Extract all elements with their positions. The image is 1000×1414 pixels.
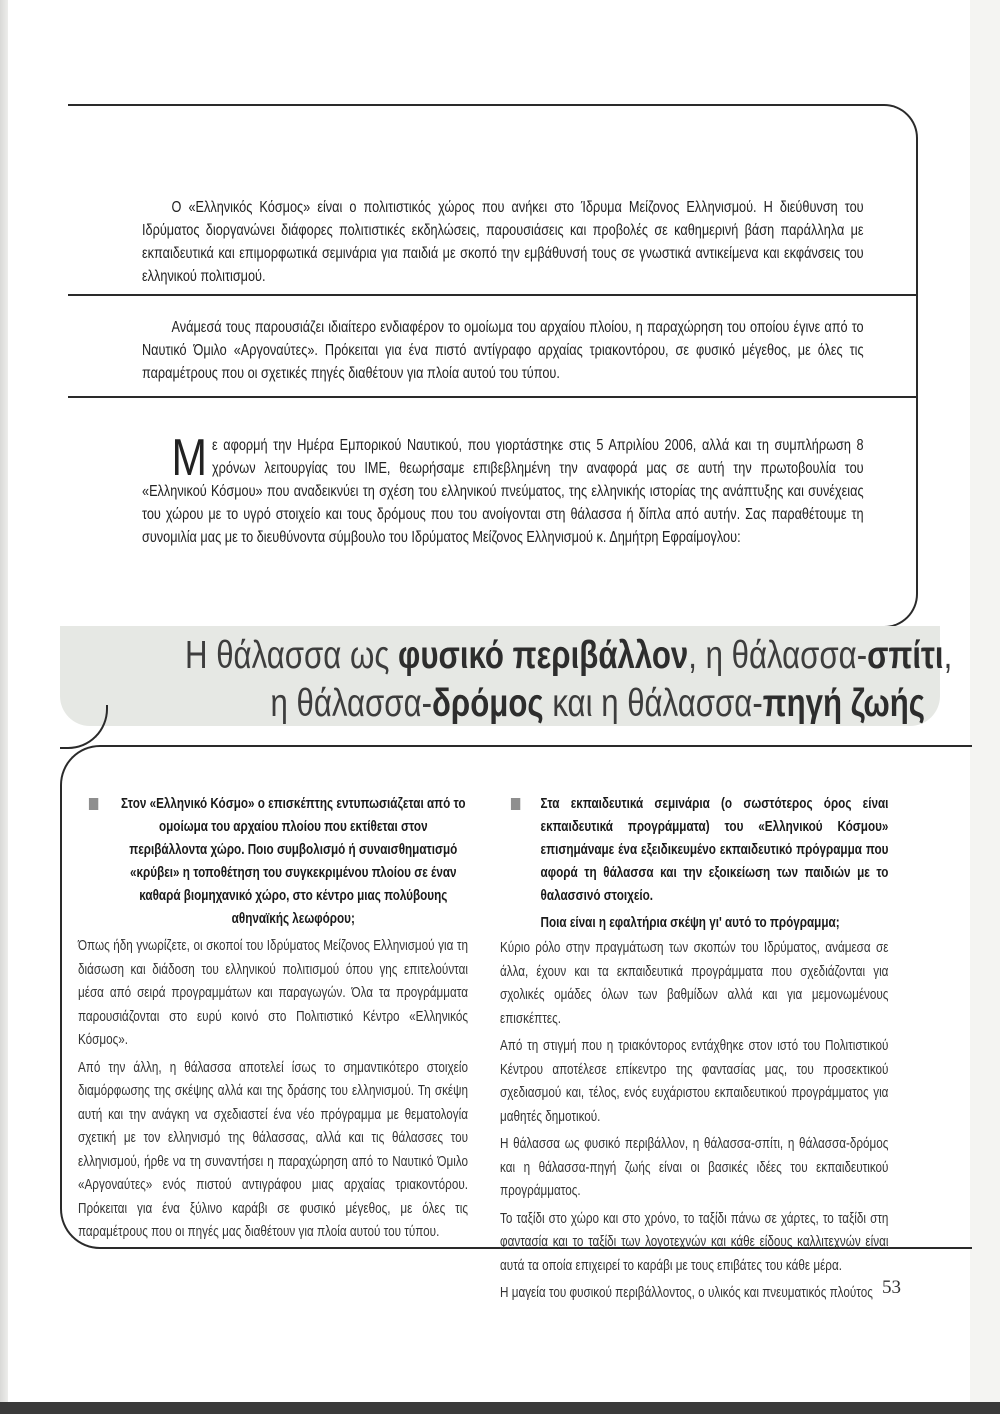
intro-divider-1 (68, 294, 916, 296)
dropcap-letter: Μ (171, 429, 208, 487)
intro-divider-2 (68, 396, 916, 398)
right-question-2: Ποια είναι η εφαλτήρια σκέψη γι' αυτό το πρόγραμμα; (540, 914, 840, 931)
right-question-1: Στα εκπαιδευτικά σεμινάρια (ο σωστότερος όρος είναι εκπαιδευτικά προγράμματα) του «Ελληνικού Κόσμου» επισημάναμε ένα εξειδικευμένο εκπαιδευτικό πρόγραμμα που αφορά τη θάλασσα και την εξοικείωση των παιδιών με το θαλασσινό στοιχείο. (500, 792, 888, 907)
intro-paragraph-2: Ανάμεσά τους παρουσιάζει ιδιαίτερο ενδιαφέρον το ομοίωμα του αρχαίου πλοίου, η παραχώρηση του οποίου έγινε από το Ναυτικό Όμιλο «Αργοναύτες». Πρόκειται για ένα πιστό αντίγραφο αρχαίας τριακοντόρου, σε φυσικό μέγεθος, με όλες τις παραμέτρους που οι σχετικές πηγές διαθέτουν για πλοία αυτού του τύπου. (142, 319, 864, 382)
left-question: Στον «Ελληνικό Κόσμο» ο επισκέπτης εντυπωσιάζεται από το ομοίωμα του αρχαίου πλοίου που εκτίθεται στον περιβάλλοντα χώρο. Ποιο συμβολισμό ή συναισθηματισμό «κρύβει» η τοποθέτηση του συγκεκριμένου πλοίου σε έναν καθαρά βιομηχανικό χώρο, στο κέντρο μιας πολύβουης αθηναϊκής λεωφόρου; (78, 792, 468, 930)
bullet-square-icon (511, 798, 520, 810)
right-answer-3: Η θάλασσα ως φυσικό περιβάλλον, η θάλασσα-σπίτι, η θάλασσα-δρόμος και η θάλασσα-πηγή ζωής είναι οι βασικές ιδέες του εκπαιδευτικού προγράμματος. (500, 1135, 889, 1199)
right-answer-5: Η μαγεία του φυσικού περιβάλλοντος, ο υλικός και πνευματικός πλούτος (500, 1284, 873, 1301)
page-bottom-edge (0, 1402, 1000, 1414)
intro-paragraph-3 (142, 429, 864, 549)
article-title-line-2: η θάλασσα-δρόμος και η θάλασσα-πηγή ζωής (270, 682, 925, 725)
page-number: 53 (882, 1277, 901, 1298)
right-answer-2: Από τη στιγμή που η τριακόντορος εντάχθηκε στον ιστό του Πολιτιστικού Κέντρου αποτέλεσε επίκεντρο της φαντασίας μας, του προσεκτικού σχεδιασμού και, τέλος, ενός ευχάριστου εκπαιδευτικού προγράμματος για μαθητές δημοτικού. (500, 1037, 889, 1125)
right-column (500, 792, 888, 1309)
right-answer-4: Το ταξίδι στο χώρο και στο χρόνο, το ταξίδι πάνω σε χάρτες, το ταξίδι στη φαντασία και το ταξίδι των λογοτεχνών και κάθε είδους καλλιτεχνών είναι αυτά τα οποία επιχειρεί το καράβι με τους επιβάτες του κάθε μέρα. (500, 1209, 889, 1274)
intro-paragraph-1: Ο «Ελληνικός Κόσμος» είναι ο πολιτιστικός χώρος που ανήκει στο Ίδρυμα Μείζονος Ελληνισμού. Η διεύθυνση του Ιδρύματος διοργανώνει διάφορες πολιτιστικές εκδηλώσεις, παρουσιάσεις και προβολές σε καθημερινή βάση παράλληλα με εκπαιδευτικά και επιμορφωτικά σεμινάρια για παιδιά με σκοπό την εμβάθυνσή τους σε γνωστικά αντικείμενα και εκφάνσεις του ελληνικού πολιτισμού. (142, 199, 864, 285)
right-answer-1: Κύριο ρόλο στην πραγμάτωση των σκοπών του Ιδρύματος, ανάμεσα σε άλλα, έχουν και τα εκπαιδευτικά προγράμματα που σχεδιάζονται για σχολικές ομάδες όλων των βαθμίδων αλλά και για μεμονωμένους επισκέπτες. (500, 939, 889, 1027)
left-column (78, 792, 468, 1248)
article-title-line-1: Η θάλασσα ως φυσικό περιβάλλον, η θάλασσα-σπίτι, (185, 634, 953, 677)
bullet-square-icon (89, 798, 98, 810)
left-answer-1: Όπως ήδη γνωρίζετε, οι σκοποί του Ιδρύματος Μείζονος Ελληνισμού για τη διάσωση και διάδοση του ελληνικού πολιτισμού όπου γης επιτελούνται μέσα από σειρά προγραμμάτων και παραγωγών. Όλα τα προγράμματα παρουσιάζονται στο ευρύ κοινό στο Πολιτιστικό Κέντρο «Ελληνικός Κόσμος». (78, 937, 468, 1048)
intro-paragraph-3-text: ε αφορμή την Ημέρα Εμπορικού Ναυτικού, που γιορτάστηκε στις 5 Απριλίου 2006, αλλά και τη συμπλήρωση 8 χρόνων λειτουργίας του ΙΜΕ, θεωρήσαμε επιβεβλημένη την αναφορά μας σε αυτή την πρωτοβουλία του «Ελληνικού Κόσμου» που αναδεικνύει τη σχέση του ελληνικού πνεύματος, της ελληνικής ιστορίας της ανάπτυξης και συνέχειας του χώρου με το υγρό στοιχείο και τους δρόμους που του ανοίγονται στη θάλασσα ή δίπλα από αυτήν. Σας παραθέτουμε τη συνομιλία μας με το διευθύνοντα σύμβουλο του Ιδρύματος Μείζονος Ελληνισμού κ. Δημήτρη Εφραίμογλου: (142, 437, 864, 546)
left-answer-2: Από την άλλη, η θάλασσα αποτελεί ίσως το σημαντικότερο στοιχείο διαμόρφωσης της σκέψης αλλά και της δράσης του ελληνισμού. Τη σκέψη αυτή και την ανάγκη να σχεδιαστεί ένα νέο πρόγραμμα με θεματολογία σχετική με τον ελληνισμό της θάλασσας, αλλά και τις θάλασσες του ελληνισμού, ήρθε να τη συναντήσει η παραχώρηση από το Ναυτικό Όμιλο «Αργοναύτες» ενός πιστού αντιγράφου μιας αρχαίας τριακοντόρου. Πρόκειται για ένα ξύλινο καράβι σε φυσικό μέγεθος, με όλες τις παραμέτρους που οι πηγές μας διαθέτουν για πλοία αυτού του τύπου. (78, 1058, 468, 1240)
